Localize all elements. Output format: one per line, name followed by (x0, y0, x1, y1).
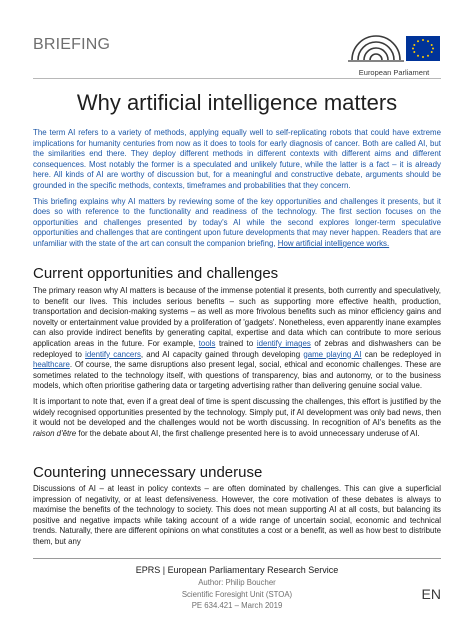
european-parliament-logo (344, 30, 444, 77)
parliament-emblem-icon (344, 30, 444, 66)
footer (0, 564, 474, 612)
intro-paragraph-2-text: This briefing explains why AI matters by reviewing some of the key opportunities and challenges it presents, but it does so with reference to the functionality and readiness of the technology. The first section focuses on the opportunities and challenges presented by today's AI while the second explores longer-term speculative opportunities and challenges that are contingent upon future developments that may never happen. Readers that are unfamiliar with the state of the art can consult the companion briefing, (33, 196, 441, 248)
footer-divider (33, 558, 441, 559)
intro-summary (33, 128, 441, 255)
footer-unit: Scientific Foresight Unit (STOA) (181, 589, 293, 599)
text-run: The primary reason why AI matters is because of the immense potential it presents, both currently and speculatively, to benefit our lives. This includes serious benefits – such as supporting more effective health, production, transportation and decision-making systems – as well as more frivolous benefits such as minor efficiency gains and novelty or entertainment value provided by a proliferation of 'gadgets'. Nonetheless, even apparently inane examples can also provide indirect benefits by generating capital, expertise and data which can contribute to more serious application areas in the future. For example, (33, 286, 441, 348)
intro-paragraph-2 (33, 197, 441, 250)
section-2-paragraph-1: Discussions of AI – at least in policy contexts – are often dominated by challenges. This can give a superficial impression of negativity, or at least defensiveness. However, the core motivation of these debates is always to maximise the benefits of the technology to society. This does not mean supporting AI at all costs, but balancing its positive and negative impacts while taking account of a wide range of uncertain social, economic and technical trends. Naturally, there are different opinions on what constitutes a cost or a benefit, as well as how best to distribute them, but any (33, 484, 441, 546)
tools-link[interactable]: tools (198, 338, 216, 348)
section-1-paragraph-2 (33, 397, 441, 439)
text-run: . Of course, the same disruptions also present legal, social, ethical and economic challenges. These are sometimes related to the technology itself, with questions of transparency, bias and autonomy, or to the business models, which often prioritise gathering data or targeting advertising rather than delivering genuine social value. (33, 360, 441, 391)
text-run: of zebras and dishwashers can be redeployed to (33, 338, 441, 359)
section-heading-current-opportunities: Current opportunities and challenges (33, 265, 279, 282)
language-code: EN (421, 586, 441, 602)
footer-service: EPRS | European Parliamentary Research Service (135, 565, 339, 575)
text-run: , and AI capacity gained through developing (140, 349, 301, 359)
text-run: trained to (218, 338, 254, 348)
org-name: European Parliament (358, 68, 430, 77)
companion-briefing-link[interactable]: How artificial intelligence works. (277, 238, 390, 248)
section-heading-countering-underuse: Countering unnecessary underuse (33, 464, 263, 481)
text-run: for the debate about AI, the first challenge presented here is to avoid unnecessary underuse of AI. (78, 428, 420, 438)
header-divider (33, 78, 441, 79)
italic-term: raison d'être (33, 428, 77, 438)
briefing-label: BRIEFING (33, 36, 111, 53)
game-playing-ai-link[interactable]: game playing AI (303, 349, 362, 359)
page-title: Why artificial intelligence matters (76, 90, 398, 115)
healthcare-link[interactable]: healthcare (33, 360, 70, 370)
section-1-paragraph-1 (33, 286, 441, 392)
section-2-body (33, 484, 441, 553)
identify-cancers-link[interactable]: identify cancers (85, 349, 141, 359)
identify-images-link[interactable]: identify images (256, 338, 311, 348)
intro-paragraph-1: The term AI refers to a variety of methods, applying equally well to self-replicating robots that could have extreme implications for humanity centuries from now as it does to tools for early diagnosis of cancer. Both are called AI, but the similarities end there. They deploy different methods in different contexts with different aims and different consequences. Most notably the former is a speculated and unlikely future, while the latter is a fact – it is already here. All kinds of AI are worthy of discussion but, for a meaningful and constructive debate, arguments should be grounded in the specific methods, contexts, timeframes and probabilities that they concern. (33, 128, 441, 190)
text-run: It is important to note that, even if a great deal of time is spent discussing the challenges, this effort is justified by the widely recognised opportunities presented by the technology. Simply put, if AI development was only bad news, then it would not be developed and the challenges would not be worth discussing. In recognition of AI's benefits as the (33, 396, 441, 428)
footer-author: Author: Philip Boucher (198, 578, 276, 587)
text-run: can be redeployed in (364, 349, 442, 359)
footer-pe-number: PE 634.421 – March 2019 (191, 601, 283, 610)
section-1-body (33, 286, 441, 444)
